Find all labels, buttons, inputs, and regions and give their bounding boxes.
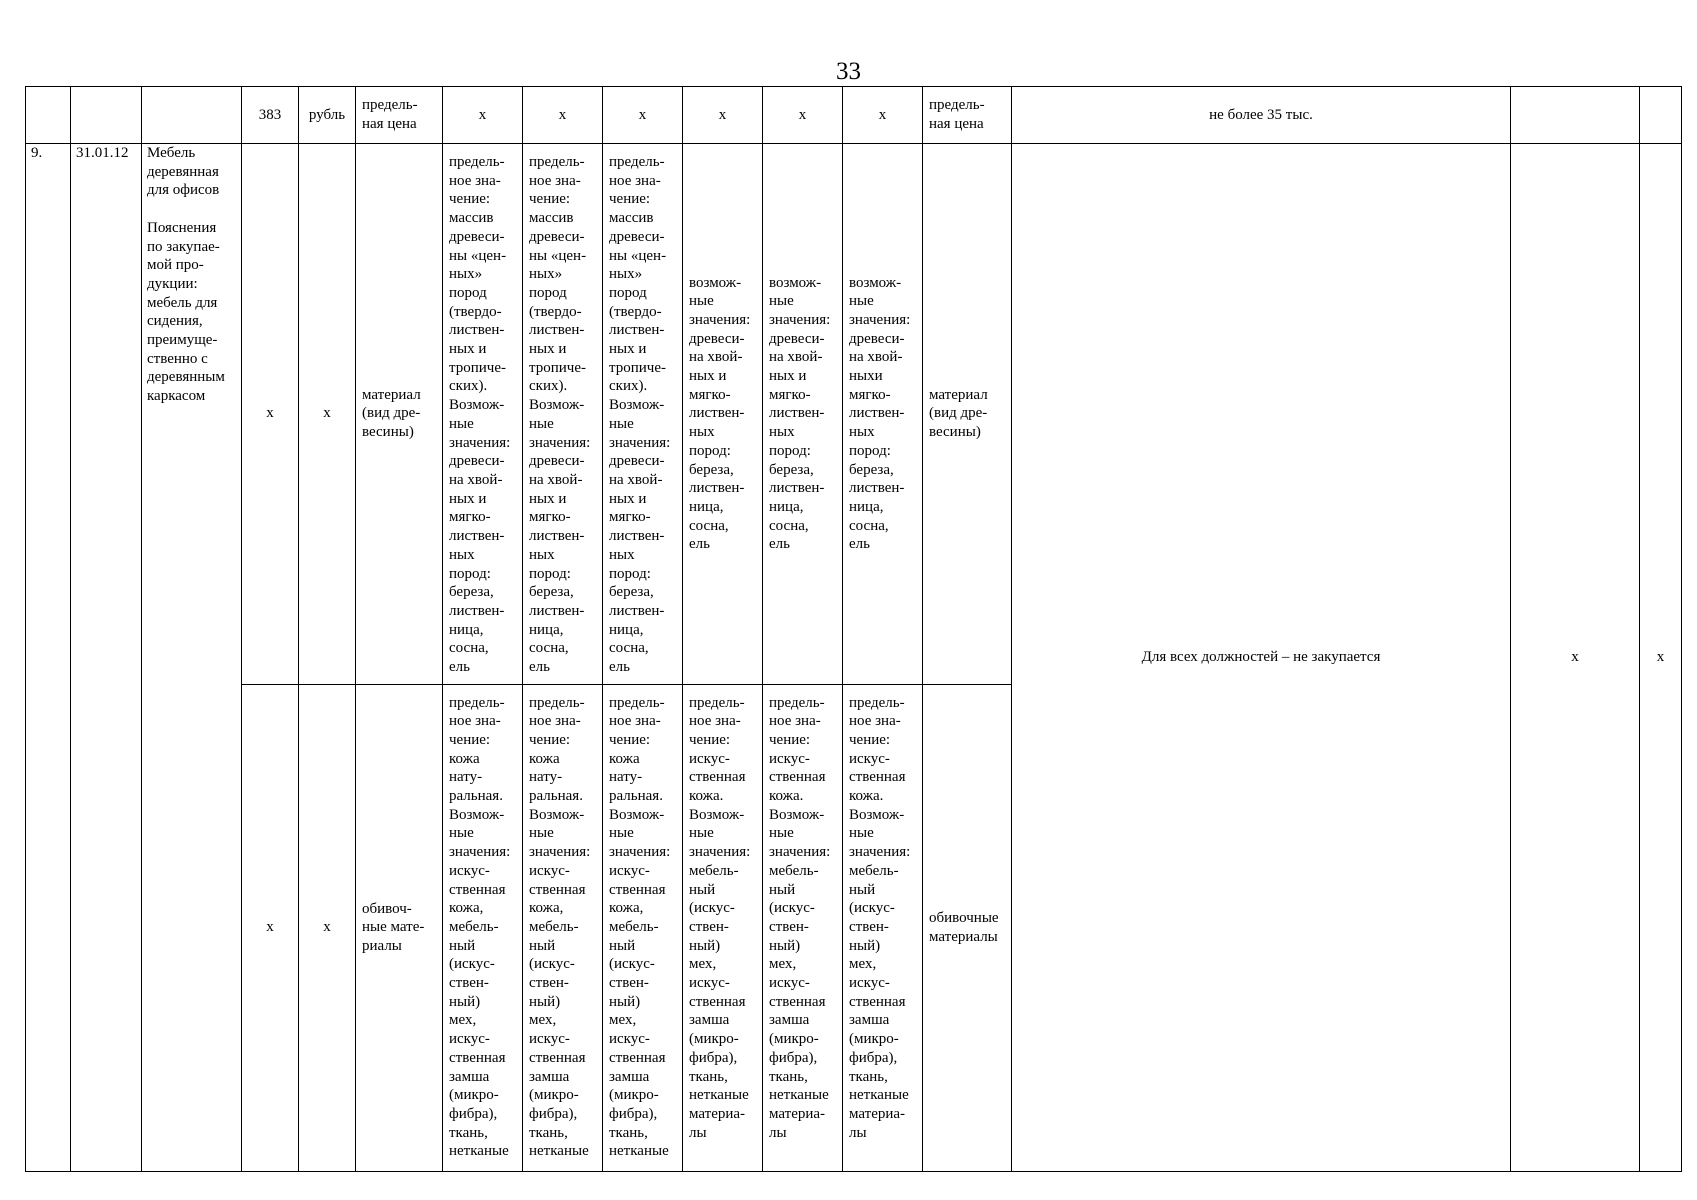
upholstery-value-2: предель- ное зна- чение: кожа нату- ральная. Возмож- ные значения: искус- ственная кожа, мебель- ный (искус- ствен- ный) мех, искус- ственная замша (микро- фибра), ткань, нетканые (523, 684, 603, 1171)
table-row (26, 144, 1682, 684)
cell-value-1: x (443, 87, 523, 144)
material-value-1: предель- ное зна- чение: массив древеси- ны «цен- ных» пород (твердо- листвен- ных и тропиче- ских). Возмож- ные значения: древеси- на хвой- ных и мягко- листвен- ных пород: береза, листвен- ница, сосна, ель (443, 144, 523, 684)
upholstery-value-3: предель- ное зна- чение: кожа нату- ральная. Возмож- ные значения: искус- ственная кожа, мебель- ный (искус- ствен- ный) мех, искус- ственная замша (микро- фибра), ткань, нетканые (603, 684, 683, 1171)
material-characteristic: материал (вид дре- весины) (356, 144, 443, 684)
material-value-4: возмож- ные значения: древеси- на хвой- ных и мягко- листвен- ных пород: береза, листвен- ница, сосна, ель (683, 144, 763, 684)
cell-okpd (71, 87, 142, 144)
upholstery-value-5: предель- ное зна- чение: искус- ственная кожа. Возмож- ные значения: мебель- ный (искус- ствен- ный) мех, искус- ственная замша (микро- фибра), ткань, нетканые материа- лы (763, 684, 843, 1171)
material-unit: x (299, 144, 356, 684)
cell-value-2: x (523, 87, 603, 144)
upholstery-characteristic: обивоч- ные мате- риалы (356, 684, 443, 1171)
cell-value-3: x (603, 87, 683, 144)
cell-col16 (1640, 87, 1682, 144)
cell-number (26, 87, 71, 144)
item-name: Мебель деревянная для офисов Пояснения по закупае- мой про- дукции: мебель для сидения, преимуще- ственно с деревянным каркасом (142, 144, 242, 1172)
upholstery-characteristic-2: обивочные материалы (923, 684, 1012, 1171)
cell-value-6: x (843, 87, 923, 144)
material-value-5: возмож- ные значения: древеси- на хвой- ных и мягко- листвен- ных пород: береза, листвен- ница, сосна, ель (763, 144, 843, 684)
cell-value-4: x (683, 87, 763, 144)
cell-value-5: x (763, 87, 843, 144)
page-number: 33 (836, 58, 861, 85)
cell-characteristic-2: предель- ная цена (923, 87, 1012, 144)
cell-characteristic: предель- ная цена (356, 87, 443, 144)
cell-value-text: не более 35 тыс. (1012, 87, 1511, 144)
cell-col15 (1511, 87, 1640, 144)
upholstery-unit: x (299, 684, 356, 1171)
cell-unit: рубль (299, 87, 356, 144)
requirements-table (25, 86, 1682, 1172)
upholstery-value-4: предель- ное зна- чение: искус- ственная кожа. Возмож- ные значения: мебель- ный (искус- ствен- ный) мех, искус- ственная замша (микро- фибра), ткань, нетканые материа- лы (683, 684, 763, 1171)
material-value-3: предель- ное зна- чение: массив древеси- ны «цен- ных» пород (твердо- листвен- ных и тропиче- ских). Возмож- ные значения: древеси- на хвой- ных и мягко- листвен- ных пород: береза, листвен- ница, сосна, ель (603, 144, 683, 684)
upholstery-okei-code: x (242, 684, 299, 1171)
table-row (26, 87, 1682, 144)
material-value-6: возмож- ные значения: древеси- на хвой- ныхи мягко- листвен- ных пород: береза, листвен- ница, сосна, ель (843, 144, 923, 684)
material-characteristic-2: материал (вид дре- весины) (923, 144, 1012, 684)
item-okpd-code: 31.01.12 (71, 144, 142, 1172)
cell-name (142, 87, 242, 144)
item-number: 9. (26, 144, 71, 1172)
upholstery-value-6: предель- ное зна- чение: искус- ственная кожа. Возмож- ные значения: мебель- ный (искус- ствен- ный) мех, искус- ственная замша (микро- фибра), ткань, нетканые материа- лы (843, 684, 923, 1171)
material-value-2: предель- ное зна- чение: массив древеси- ны «цен- ных» пород (твердо- листвен- ных и тропиче- ских). Возмож- ные значения: древеси- на хвой- ных и мягко- листвен- ных пород: береза, листвен- ница, сосна, ель (523, 144, 603, 684)
item-col15: x (1511, 144, 1640, 1172)
all-positions-text: Для всех должностей – не закупается (1012, 144, 1511, 1172)
item-col16: x (1640, 144, 1682, 1172)
upholstery-value-1: предель- ное зна- чение: кожа нату- ральная. Возмож- ные значения: искус- ственная кожа, мебель- ный (искус- ствен- ный) мех, искус- ственная замша (микро- фибра), ткань, нетканые (443, 684, 523, 1171)
material-okei-code: x (242, 144, 299, 684)
cell-okei-code: 383 (242, 87, 299, 144)
